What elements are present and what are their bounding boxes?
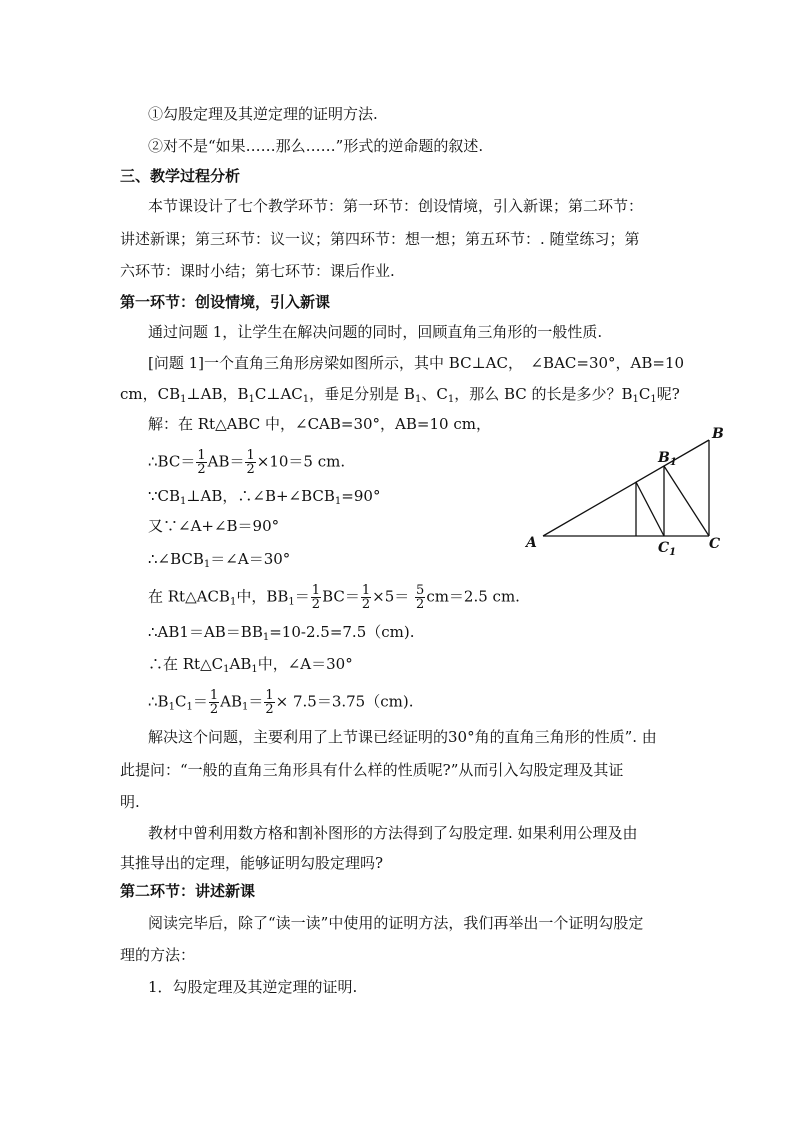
label-C: C (709, 536, 721, 552)
solution-line-1: 解：在 Rt△ABC 中，∠CAB=30°，AB=10 cm， (148, 415, 491, 433)
fraction: $\frac{1}{2}$ (246, 448, 255, 477)
question-1-line-2: cm，$CB_1\perp AB$，$B_1C\perp AC_1$，垂足分别是 $B_1$、$C_1$，那么 BC 的长是多少？$B_1C_1$呢? (120, 385, 680, 405)
solution-line-6: 在 $Rt\triangle ACB_1$中，$BB_1=$ $\frac{1}{2}$ BC＝ $\frac{1}{2}$ ×5＝ $\frac{5}{2}$ cm＝2.5 cm. (148, 583, 520, 612)
question-1-line-1: [问题 1]一个直角三角形房梁如图所示，其中 BC⊥AC， ∠BAC=30°，AB=10 (148, 354, 685, 372)
para-5-line-2: 理的方法： (120, 946, 196, 964)
para-3-line-3: 明. (120, 793, 140, 811)
solution-line-4: 又∵∠A+∠B＝90° (148, 517, 280, 535)
section-heading-3: 三、教学过程分析 (120, 167, 241, 185)
fraction: $\frac{1}{2}$ (197, 448, 206, 477)
para-3-line-1: 解决这个问题，主要利用了上节课已经证明的30°角的直角三角形的性质”. 由 (148, 728, 657, 746)
label-C1: $C_1$ (658, 540, 677, 558)
triangle-figure (520, 422, 750, 562)
item-2: ②对不是“如果……那么……”形式的逆命题的叙述. (148, 137, 484, 155)
label-A: A (526, 535, 537, 551)
fraction: $\frac{5}{2}$ (416, 583, 425, 612)
label-B: B (712, 426, 724, 442)
item-1: ①勾股定理及其逆定理的证明方法. (148, 105, 378, 123)
para-1-line-3: 六环节：课时小结；第七环节：课后作业. (120, 262, 395, 280)
segment-AB (543, 440, 709, 536)
segment-C1-to-AB (636, 482, 664, 536)
solution-line-9: $\therefore B_1C_1=$ $\frac{1}{2}$ $AB_1=$ $\frac{1}{2}$ × 7.5＝3.75（cm). (148, 688, 414, 717)
para-2: 通过问题 1，让学生在解决问题的同时，回顾直角三角形的一般性质. (148, 323, 603, 341)
fraction: $\frac{1}{2}$ (209, 688, 219, 717)
segment-CB1 (664, 466, 709, 536)
para-1-line-2: 讲述新课；第三环节：议一议；第四环节：想一想；第五环节：. 随堂练习；第 (120, 230, 640, 248)
solution-line-2: ∴BC＝ $\frac{1}{2}$ AB＝ $\frac{1}{2}$ ×10＝5 cm. (148, 448, 346, 477)
fraction: $\frac{1}{2}$ (311, 583, 321, 612)
solution-line-3: $\because CB_1\perp AB$，$\therefore\angle B+\angle BCB_1=90^\circ$ (148, 487, 381, 507)
step-1-heading: 第一环节：创设情境，引入新课 (120, 293, 331, 311)
label-B1: $B_1$ (658, 450, 677, 468)
para-3-line-2: 此提问：“一般的直角三角形具有什么样的性质呢?”从而引入勾股定理及其证 (120, 761, 624, 779)
step-2-heading: 第二环节：讲述新课 (120, 882, 256, 900)
fraction: $\frac{1}{2}$ (361, 583, 371, 612)
solution-line-5: $\therefore\angle BCB_1=\angle A=30^\circ$ (148, 550, 291, 570)
para-4-line-1: 教材中曾利用数方格和割补图形的方法得到了勾股定理. 如果利用公理及由 (148, 824, 638, 842)
solution-line-7: $\therefore AB1=AB=BB_1=10-2.5=7.5(cm)$. (148, 623, 415, 643)
fraction: $\frac{1}{2}$ (265, 688, 274, 717)
para-1-line-1: 本节课设计了七个教学环节：第一环节：创设情境，引入新课；第二环节： (148, 197, 644, 215)
para-5-line-1: 阅读完毕后，除了“读一读”中使用的证明方法，我们再举出一个证明勾股定 (148, 914, 644, 932)
para-4-line-2: 其推导出的定理，能够证明勾股定理吗? (120, 854, 384, 872)
solution-line-8: ∴在 $Rt\triangle C_1AB_1$中，∠A＝30° (148, 655, 353, 675)
para-6: 1．勾股定理及其逆定理的证明. (148, 978, 358, 996)
